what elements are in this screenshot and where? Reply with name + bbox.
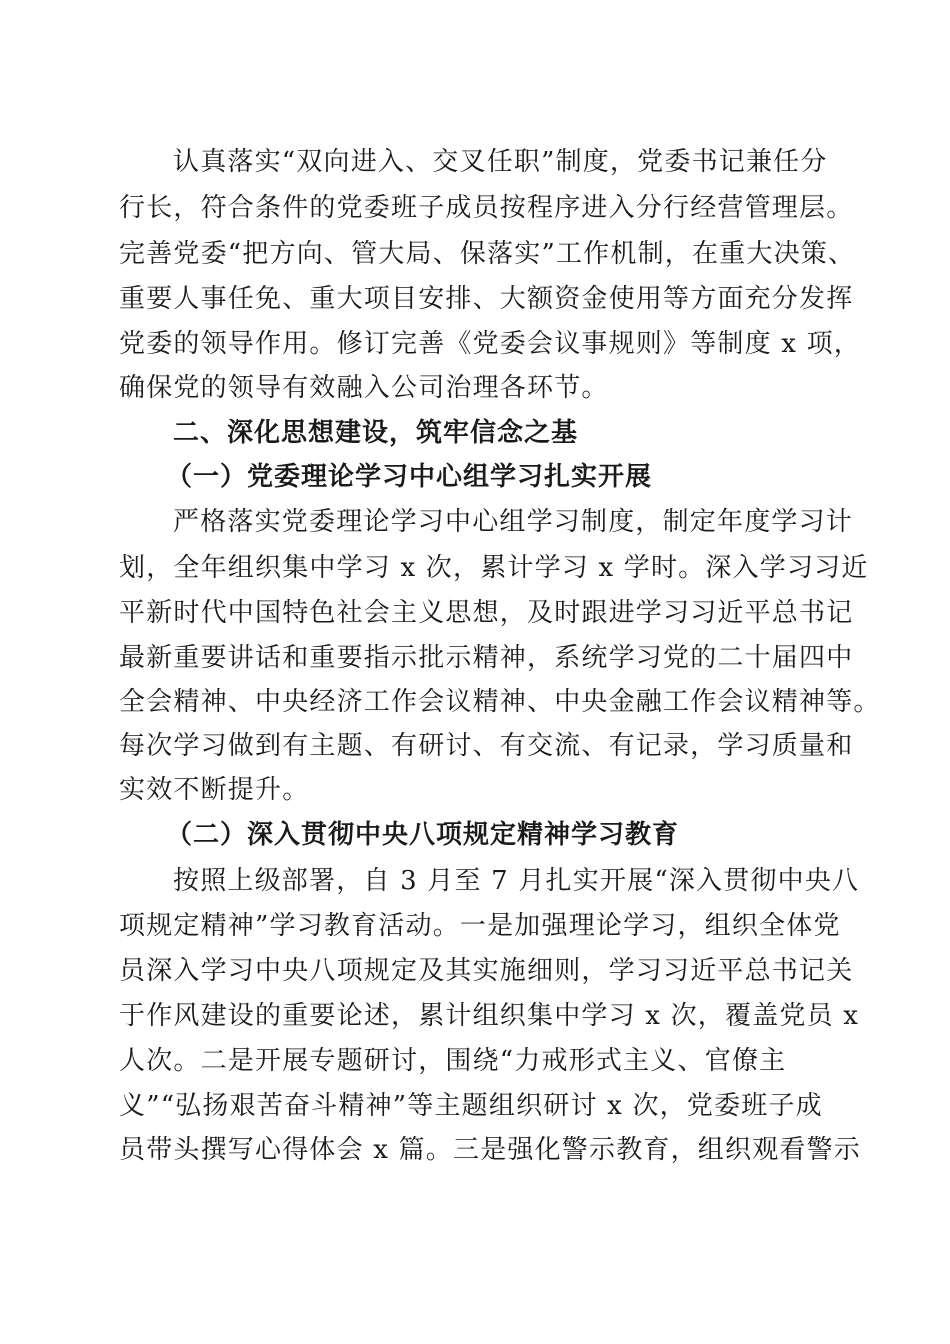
paragraph-3-line-1: 按照上级部署，自 3 月至 7 月扎实开展“深入贯彻中央八 [173,866,860,896]
paragraph-1-line-5: 党委的领导作用。修订完善《党委会议事规则》等制度 x 项， [119,329,861,359]
paragraph-2-line-7: 实效不断提升。 [119,775,310,805]
section-heading: 二、深化思想建设，筑牢信念之基 [173,418,579,448]
paragraph-2-line-3: 平新时代中国特色社会主义思想，及时跟进学习习近平总书记 [119,598,854,628]
paragraph-2-line-6: 每次学习做到有主题、有研讨、有交流、有记录，学习质量和 [119,731,854,761]
paragraph-1-line-3: 完善党委“把方向、管大局、保落实”工作机制，在重大决策、 [119,239,856,269]
paragraph-2-line-2: 划，全年组织集中学习 x 次，累计学习 x 学时。深入学习习近 [119,553,869,583]
paragraph-3-line-3: 员深入学习中央八项规定及其实施细则，学习习近平总书记关 [119,956,854,986]
paragraph-1-line-1: 认真落实“双向进入、交叉任职”制度，党委书记兼任分 [173,147,828,177]
paragraph-1-line-4: 重要人事任免、重大项目安排、大额资金使用等方面充分发挥 [119,284,854,314]
subheading-1: （一）党委理论学习中心组学习扎实开展 [166,462,653,492]
paragraph-3-line-2: 项规定精神”学习教育活动。一是加强理论学习，组织全体党 [119,911,841,941]
paragraph-3-line-5: 人次。二是开展专题研讨，围绕“力戒形式主义、官僚主 [119,1046,787,1076]
paragraph-2-line-5: 全会精神、中央经济工作会议精神、中央金融工作会议精神等。 [119,687,881,717]
paragraph-1-line-6: 确保党的领导有效融入公司治理各环节。 [119,373,609,403]
paragraph-2-line-4: 最新重要讲话和重要指示批示精神，系统学习党的二十届四中 [119,643,854,673]
paragraph-2-line-1: 严格落实党委理论学习中心组学习制度，制定年度学习计 [173,507,854,537]
paragraph-3-line-4: 于作风建设的重要论述，累计组织集中学习 x 次，覆盖党员 x [119,1001,860,1031]
paragraph-1-line-2: 行长，符合条件的党委班子成员按程序进入分行经营管理层。 [119,193,854,223]
paragraph-3-line-6: 义”“弘扬艰苦奋斗精神”等主题组织研讨 x 次，党委班子成 [119,1091,823,1121]
subheading-2: （二）深入贯彻中央八项规定精神学习教育 [166,820,680,850]
paragraph-3-line-7: 员带头撰写心得体会 x 篇。三是强化警示教育，组织观看警示 [119,1135,861,1165]
